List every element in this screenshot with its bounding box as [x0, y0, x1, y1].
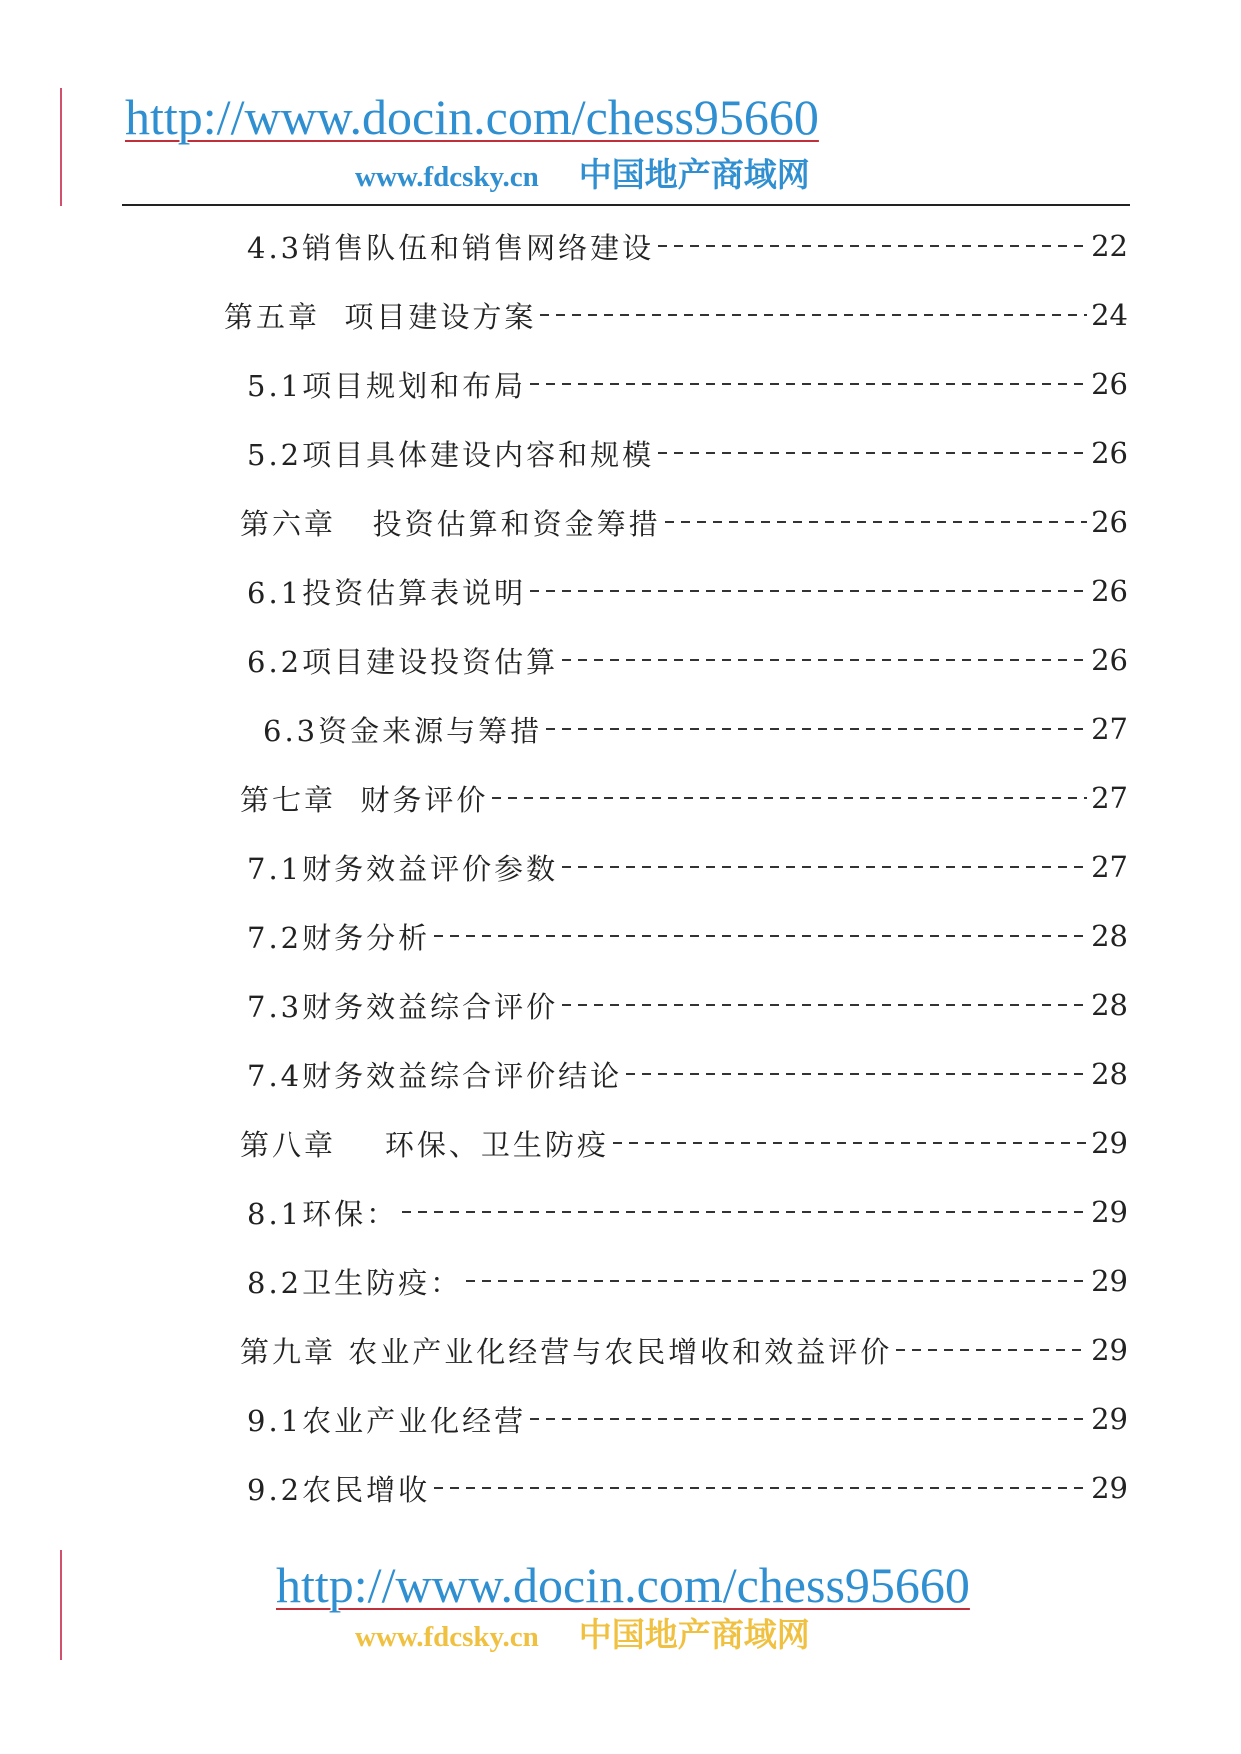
toc-entry-page: 26 [1091, 505, 1128, 539]
toc-leader [434, 935, 1087, 937]
toc-entry[interactable] [263, 709, 1128, 749]
toc-leader [402, 1211, 1087, 1213]
toc-entry-title: 第六章 投资估算和资金筹措 [240, 506, 661, 541]
toc-leader [613, 1142, 1087, 1144]
toc-entry-page: 22 [1091, 229, 1128, 263]
toc-entry[interactable] [247, 1399, 1128, 1439]
toc-entry[interactable] [247, 1261, 1128, 1301]
toc-leader [530, 590, 1087, 592]
toc-leader [562, 1004, 1087, 1006]
toc-entry[interactable] [240, 1330, 1128, 1370]
toc-entry-page: 28 [1091, 988, 1128, 1022]
toc-entry-title: 第五章 项目建设方案 [224, 299, 537, 334]
toc-entry-title: 7.2财务分析 [247, 920, 431, 955]
toc-entry[interactable] [247, 847, 1128, 887]
toc-leader [466, 1280, 1087, 1282]
margin-mark-top [60, 88, 62, 206]
header-site-name: 中国地产商域网 [578, 158, 810, 194]
toc-entry-title: 第八章 环保、卫生防疫 [240, 1127, 609, 1162]
toc-entry[interactable] [247, 364, 1128, 404]
toc-entry-page: 29 [1091, 1333, 1128, 1367]
footer-site-name: 中国地产商域网 [578, 1618, 810, 1654]
header-site-domain: www.fdcsky.cn [355, 161, 539, 193]
toc-leader [896, 1349, 1087, 1351]
toc-entry[interactable] [247, 571, 1128, 611]
toc-entry[interactable] [247, 916, 1128, 956]
toc-entry-title: 8.2卫生防疫： [247, 1265, 463, 1300]
toc-entry[interactable] [224, 295, 1128, 335]
toc-entry-title: 5.2项目具体建设内容和规模 [247, 437, 655, 472]
toc-leader [562, 659, 1087, 661]
toc-entry[interactable] [247, 1192, 1128, 1232]
toc-entry[interactable] [247, 226, 1128, 266]
toc-entry-title: 6.1投资估算表说明 [247, 575, 527, 610]
toc-entry-title: 第九章 农业产业化经营与农民增收和效益评价 [240, 1334, 893, 1369]
toc-leader [530, 1418, 1087, 1420]
header-divider [122, 204, 1130, 206]
toc-entry-title: 8.1环保： [247, 1196, 399, 1231]
margin-mark-bottom [60, 1550, 62, 1660]
toc-leader [562, 866, 1087, 868]
footer-site-domain: www.fdcsky.cn [355, 1621, 539, 1653]
toc-entry-page: 29 [1091, 1126, 1128, 1160]
footer-url-link[interactable]: http://www.docin.com/chess95660 [276, 1557, 970, 1613]
toc-entry-title: 第七章 财务评价 [240, 782, 489, 817]
header-url-link[interactable]: http://www.docin.com/chess95660 [125, 89, 819, 145]
toc-entry-page: 26 [1091, 643, 1128, 677]
toc-entry-page: 29 [1091, 1195, 1128, 1229]
header-site-banner [355, 160, 810, 193]
toc-entry[interactable] [247, 433, 1128, 473]
toc-entry[interactable] [247, 1468, 1128, 1508]
toc-leader [546, 728, 1087, 730]
toc-leader [434, 1487, 1087, 1489]
toc-entry-page: 29 [1091, 1402, 1128, 1436]
toc-leader [492, 797, 1087, 799]
toc-entry-page: 27 [1091, 712, 1128, 746]
toc-entry-page: 29 [1091, 1471, 1128, 1505]
toc-entry[interactable] [240, 502, 1128, 542]
toc-entry[interactable] [247, 985, 1128, 1025]
toc-leader [658, 452, 1087, 454]
toc-entry-page: 29 [1091, 1264, 1128, 1298]
toc-leader [530, 383, 1087, 385]
toc-entry-title: 4.3销售队伍和销售网络建设 [247, 230, 655, 265]
toc-entry-title: 5.1项目规划和布局 [247, 368, 527, 403]
toc-entry-page: 26 [1091, 574, 1128, 608]
toc-leader [626, 1073, 1087, 1075]
toc-entry[interactable] [240, 1123, 1128, 1163]
footer-site-banner [355, 1620, 810, 1653]
toc-entry-title: 9.1农业产业化经营 [247, 1403, 527, 1438]
toc-leader [540, 314, 1087, 316]
toc-entry[interactable] [240, 778, 1128, 818]
toc-entry-page: 28 [1091, 1057, 1128, 1091]
toc-entry-title: 6.2项目建设投资估算 [247, 644, 559, 679]
toc-entry-page: 27 [1091, 850, 1128, 884]
toc-leader [658, 245, 1087, 247]
toc-entry-page: 28 [1091, 919, 1128, 953]
toc-leader [665, 521, 1087, 523]
toc-entry[interactable] [247, 1054, 1128, 1094]
toc-entry-title: 7.1财务效益评价参数 [247, 851, 559, 886]
toc-entry-title: 9.2农民增收 [247, 1472, 431, 1507]
toc-entry-page: 24 [1091, 298, 1128, 332]
toc-entry-page: 26 [1091, 436, 1128, 470]
toc-entry-title: 7.4财务效益综合评价结论 [247, 1058, 623, 1093]
toc-entry-title: 6.3资金来源与筹措 [263, 713, 543, 748]
toc-entry-title: 7.3财务效益综合评价 [247, 989, 559, 1024]
toc-entry-page: 26 [1091, 367, 1128, 401]
toc-entry[interactable] [247, 640, 1128, 680]
toc-entry-page: 27 [1091, 781, 1128, 815]
